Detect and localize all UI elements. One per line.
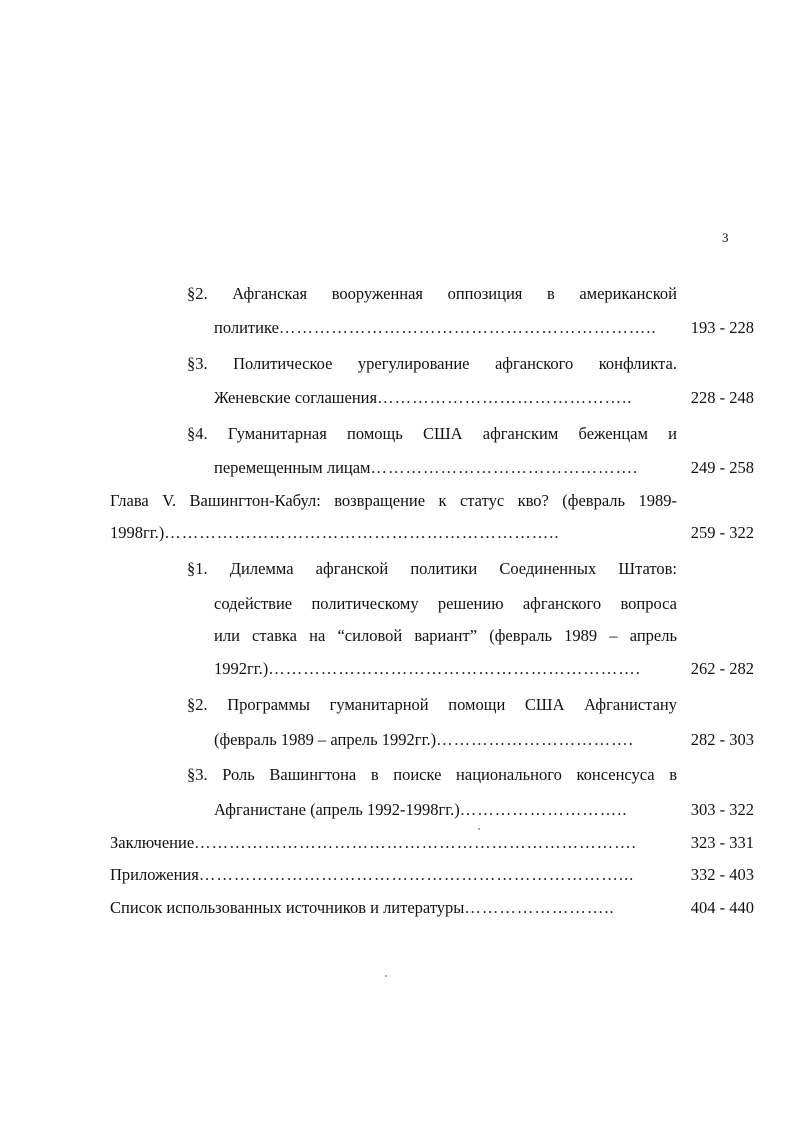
toc-entry xyxy=(110,896,754,920)
toc-line: §3. Политическое урегулирование афганского конфликта. xyxy=(187,354,677,373)
toc-line: содействие политическому решению афганского вопроса xyxy=(214,594,677,613)
toc-entry-title: перемещенным лицам xyxy=(214,458,371,477)
toc-page-range: 404 - 440 xyxy=(690,898,754,917)
toc-page-range: 228 - 248 xyxy=(690,388,754,407)
toc-entry xyxy=(110,831,754,855)
toc-leader-dots: ………………………………………………………….. xyxy=(164,523,560,542)
toc-page-range: 323 - 331 xyxy=(690,833,754,852)
toc-leader-dots: ……………………………………………………….. xyxy=(278,318,657,337)
toc-page-range: 262 - 282 xyxy=(690,659,754,678)
toc-entry-title: Приложения xyxy=(110,865,199,884)
toc-line: §2. Афганская вооруженная оппозиция в американской xyxy=(187,284,677,303)
toc-line: §2. Программы гуманитарной помощи США Афганистану xyxy=(187,695,677,714)
toc-line: §3. Роль Вашингтона в поиске национального консенсуса в xyxy=(187,765,677,784)
toc-entry-title: Список использованных источников и литературы xyxy=(110,898,465,917)
toc-entry xyxy=(214,657,754,681)
toc-entry-title: политике xyxy=(214,318,279,337)
toc-entry xyxy=(214,456,754,480)
page-number: 3 xyxy=(722,230,729,245)
toc-leader-dots: ……………………….. xyxy=(459,800,628,819)
toc-chapter-line: Глава V. Вашингтон-Кабул: возвращение к статус кво? (февраль 1989- xyxy=(110,491,677,510)
toc-leader-dots: ………………………………………………………. xyxy=(268,659,641,678)
toc-entry xyxy=(214,798,754,822)
toc-entry xyxy=(110,863,754,887)
toc-leader-dots: …………………….. xyxy=(464,898,615,917)
toc-page-range: 249 - 258 xyxy=(690,458,754,477)
toc-entry-title: Афганистане (апрель 1992-1998гг.) xyxy=(214,800,460,819)
toc-leader-dots: ………………………………………. xyxy=(370,458,639,477)
toc-line: §4. Гуманитарная помощь США афганским беженцам и xyxy=(187,424,677,443)
toc-line: §1. Дилемма афганской политики Соединенных Штатов: xyxy=(187,559,677,578)
toc-page-range: 332 - 403 xyxy=(690,865,754,884)
scan-speck xyxy=(385,975,387,977)
toc-line: или ставка на “силовой вариант” (февраль 1989 – апрель xyxy=(214,626,677,645)
toc-page-range: 259 - 322 xyxy=(690,523,754,542)
toc-leader-dots: …………………………………………………………………. xyxy=(194,833,637,852)
toc-leader-dots: …………………………………….. xyxy=(377,388,633,407)
toc-entry xyxy=(214,316,754,340)
toc-entry-title: Заключение xyxy=(110,833,195,852)
toc-entry xyxy=(214,728,754,752)
toc-entry xyxy=(214,386,754,410)
toc-entry-title: Женевские соглашения xyxy=(214,388,378,407)
toc-page-range: 193 - 228 xyxy=(690,318,754,337)
toc-entry-title: (февраль 1989 – апрель 1992гг.) xyxy=(214,730,437,749)
toc-entry-title: 1992гг.) xyxy=(214,659,269,678)
toc-leader-dots: ……………………………. xyxy=(436,730,634,749)
toc-entry-title: 1998гг.) xyxy=(110,523,165,542)
scan-speck xyxy=(478,828,480,830)
toc-page-range: 303 - 322 xyxy=(690,800,754,819)
toc-entry xyxy=(110,521,754,545)
toc-leader-dots: ………………………………………………………………... xyxy=(198,865,635,884)
toc-page-range: 282 - 303 xyxy=(690,730,754,749)
